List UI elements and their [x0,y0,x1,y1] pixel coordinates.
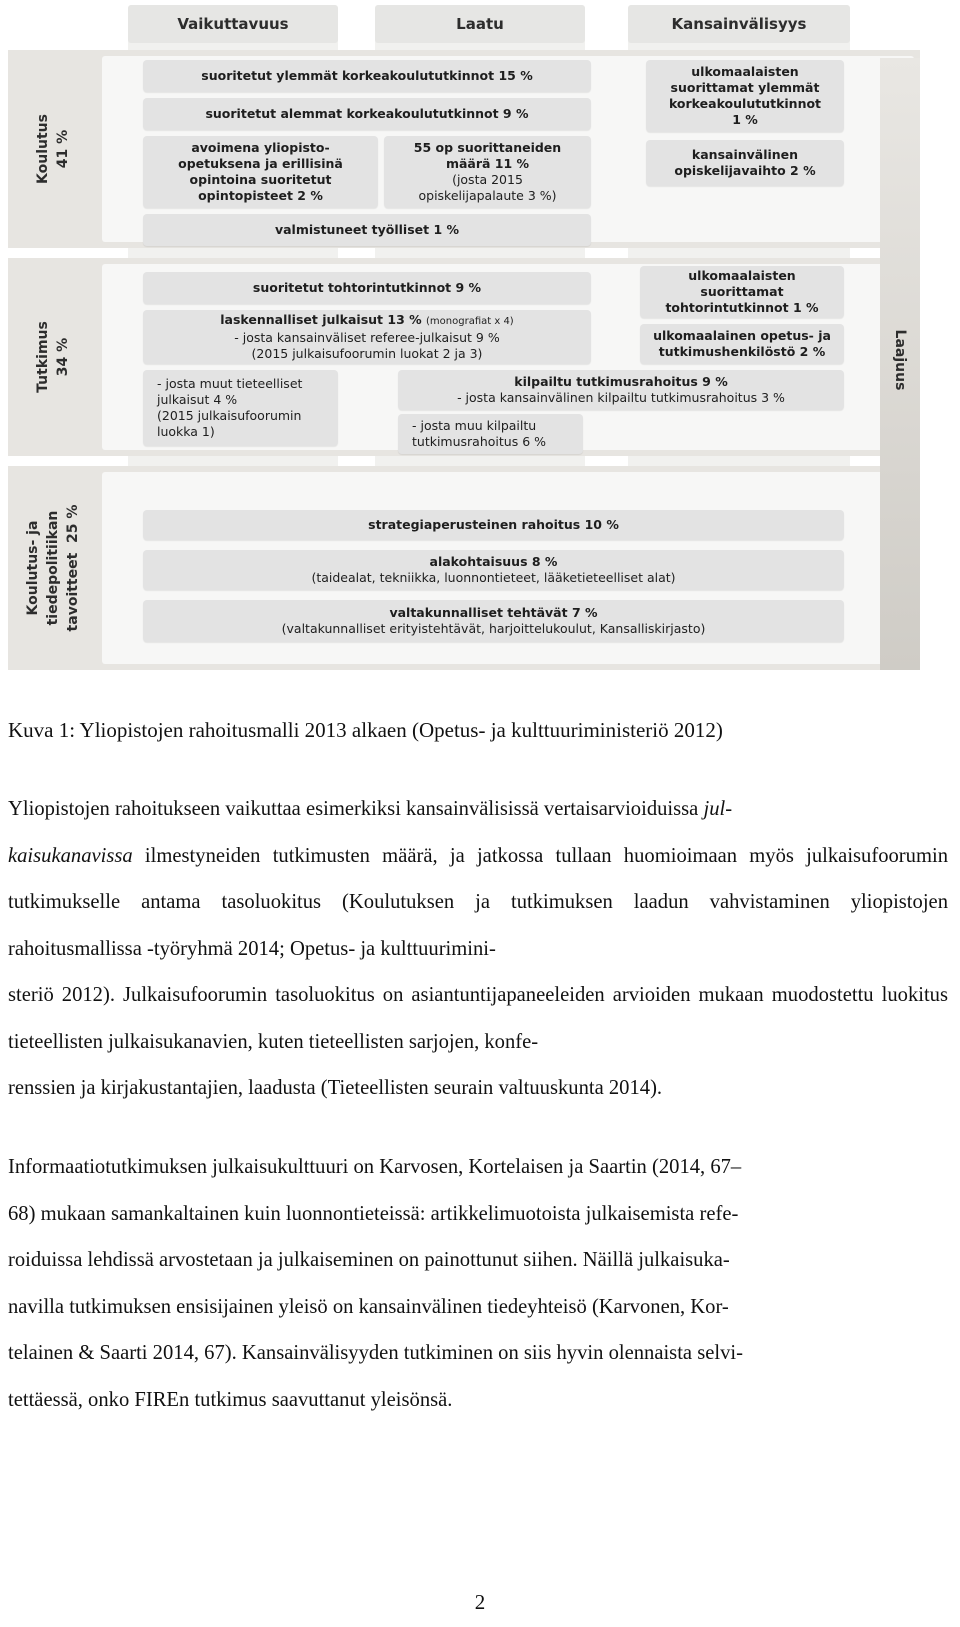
box-tyolliset: valmistuneet työlliset 1 % [143,214,591,246]
row-label-tavoitteet: Koulutus- ja tiedepolitiikan tavoitteet 25 % [25,504,81,632]
box-ulk-ylemmat: ulkomaalaisten suorittamat ylemmät korkeakoulututkinnot 1 % [646,60,844,132]
paragraph-1-italic: jul- kaisukanavissa [8,798,733,867]
figure-caption: Kuva 1: Yliopistojen rahoitusmalli 2013 alkaen (Opetus- ja kulttuuriministeriö 2012) [8,718,723,742]
laajuus-label: Laajuus [892,329,908,391]
column-header-vaikuttavuus: Vaikuttavuus [128,5,338,43]
box-opiskelijavaihto: kansainvälinen opiskelijavaihto 2 % [646,140,844,186]
paragraph-2: Informaatiotutkimuksen julkaisukulttuuri on Karvosen, Kortelaisen ja Saartin (2014, 67– 68) mukaan samankaltainen kuin luonnontieteissä: artikkelimuotoista julkaisemista refe- roiduissa lehdissä arvostetaan ja julkaiseminen on painottunut siihen. Näillä julkaisuka- navilla tutkimuksen ensisijainen yleisö on kansainvälinen tiedeyhteisö (Karvonen, Kor- telainen & Saarti 2014, 67). Kansainvälisyyden tutkiminen on siis hyvin olennaista selvi- tettäessä, onko FIREn tutkimus saavuttanut yleisönsä. [8,1156,743,1411]
box-avoin-opetus: avoimena yliopisto- opetuksena ja erillisinä opintoina suoritetut opintopisteet 2 % [143,136,378,208]
page-number: 2 [474,1590,486,1614]
box-alakohtaisuus: alakohtaisuus 8 % (taidealat, tekniikka, luonnontieteet, lääketieteelliset alat) [143,550,844,590]
box-muut-julkaisut: - josta muut tieteelliset julkaisut 4 % (2015 julkaisufoorumin luokka 1) [143,370,338,446]
box-ylemmat-tutkinnot: suoritetut ylemmät korkeakoulututkinnot 15 % [143,60,591,92]
box-strategia: strategiaperusteinen rahoitus 10 % [143,510,844,540]
paragraph-1 [8,786,948,1112]
box-tohtorintutkinnot: suoritetut tohtorintutkinnot 9 % [143,272,591,304]
box-muu-kilpailtu: - josta muu kilpailtu tutkimusrahoitus 6 % [398,414,583,454]
row-label-koulutus: Koulutus 41 % [35,114,71,184]
paragraph-1-text-a: Yliopistojen rahoitukseen vaikuttaa esimerkiksi kansainvälisissä vertaisarvioiduissa [8,798,704,820]
paragraph-1-text-b: ilmestyneiden tutkimusten määrä, ja jatkossa tullaan huomioimaan myös julkaisufoorumin tutkimukselle antama tasoluokitus (Koulutuksen ja tutkimuksen laadun vahvistaminen yliopistojen rahoitusmallissa -työryhmä 2014; Opetus- ja kulttuurimini- steriö 2012). Julkaisufoorumin tasoluokitus on asiantuntijapaneeleiden arvioiden mukaan muodostettu luokitus tieteellisten julkaisukanavien, kuten tieteellisten sarjojen, konfe- renssien ja kirjakustantajien, laadusta (Tieteellisten seurain valtuuskunta 2014). [8,844,948,1099]
box-ulk-tohtori: ulkomaalaisten suorittamat tohtorintutkinnot 1 % [640,266,844,318]
box-alemmat-tutkinnot: suoritetut alemmat korkeakoulututkinnot 9 % [143,98,591,130]
box-55-op: 55 op suorittaneiden määrä 11 % (josta 2015 opiskelijapalaute 3 %) [384,136,591,208]
column-header-laatu: Laatu [375,5,585,43]
row-label-tutkimus: Tutkimus 34 % [35,321,71,393]
column-header-kansainvalisyys: Kansainvälisyys [628,5,850,43]
box-ulk-henkilosto: ulkomaalainen opetus- ja tutkimushenkilöstö 2 % [640,324,844,364]
box-kilpailtu-rahoitus: kilpailtu tutkimusrahoitus 9 % - josta kansainvälinen kilpailtu tutkimusrahoitus 3 % [398,370,844,410]
box-valtakunnalliset: valtakunnalliset tehtävät 7 % (valtakunnalliset erityistehtävät, harjoittelukoulut, Kansalliskirjasto) [143,600,844,642]
funding-model-figure [0,0,960,690]
box-julkaisut: laskennalliset julkaisut 13 % (monografiat x 4) - josta kansainväliset referee-julkaisut 9 % (2015 julkaisufoorumin luokat 2 ja 3) [143,310,591,364]
